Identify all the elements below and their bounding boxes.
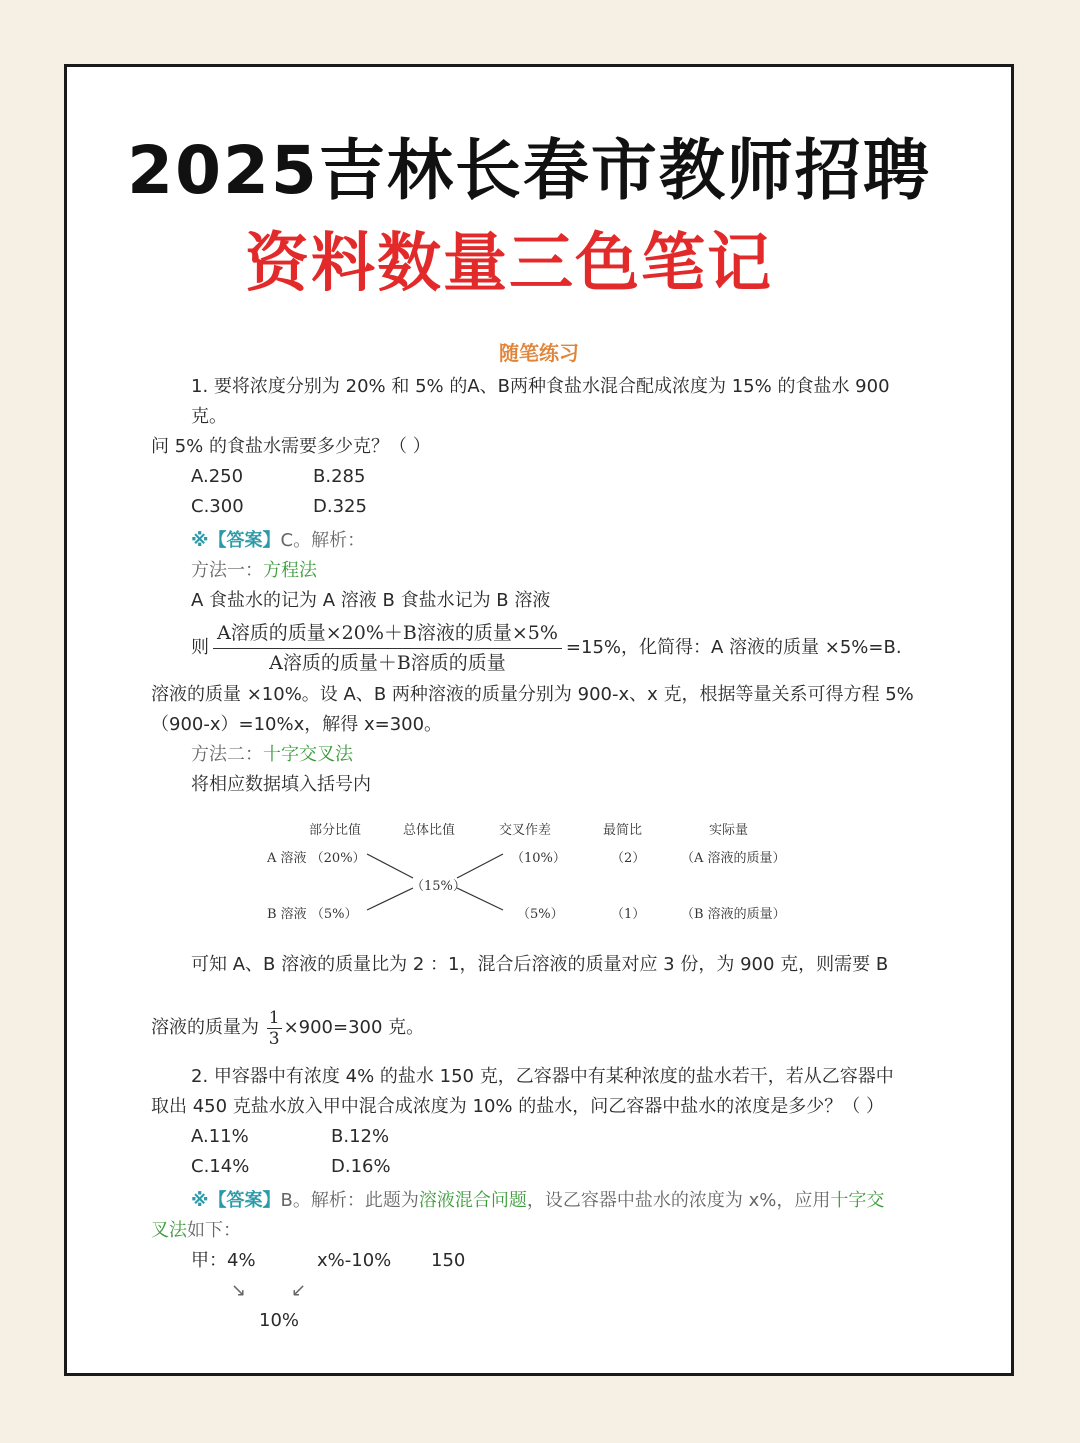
conclusion-suffix: ×900=300 克。 xyxy=(283,1017,425,1038)
diagram-b-actual: （B 溶液的质量） xyxy=(681,907,786,922)
diagram-center: （15%） xyxy=(411,879,466,894)
cross-diagram xyxy=(151,806,921,946)
diagram-header-total: 总体比值 xyxy=(403,823,456,838)
q2-answer-highlight1: 溶液混合问题 xyxy=(418,1190,527,1211)
q1-conclusion-line1: 可知 A、B 溶液的质量比为 2 ：1，混合后溶液的质量对应 3 份，为 900 克，则需要 B xyxy=(191,954,889,975)
q2-answer-text1: B。解析：此题为 xyxy=(280,1190,419,1211)
diagram-a-actual: （A 溶液的质量） xyxy=(681,851,786,866)
q2-answer-line2 xyxy=(151,1216,921,1246)
diagram-line-b-in xyxy=(367,888,413,910)
q1-options-row1 xyxy=(151,462,921,492)
q2-cross-row1 xyxy=(151,1246,921,1276)
method2-name: 十字交叉法 xyxy=(263,744,353,765)
q1-method2 xyxy=(151,740,921,770)
q2-row1-c: 150 xyxy=(431,1250,466,1271)
page-subtitle: 资料数量三色笔记 xyxy=(245,227,773,301)
q1-option-a: A.250 xyxy=(191,466,244,487)
q1-method1 xyxy=(151,556,921,586)
q1-options-row2 xyxy=(151,492,921,522)
q2-stem-line1: 2. 甲容器中有浓度 4% 的盐水 150 克，乙容器中有某种浓度的盐水若干，若从乙容器中 xyxy=(191,1066,894,1087)
q1-method1-desc: A 食盐水的记为 A 溶液 B 食盐水记为 B 溶液 xyxy=(191,590,551,611)
q2-center-value: 10% xyxy=(259,1310,300,1331)
fraction-numerator: 1 xyxy=(268,1007,280,1028)
conclusion-prefix: 溶液的质量为 xyxy=(151,1017,259,1038)
q1-method2-desc: 将相应数据填入括号内 xyxy=(191,774,371,795)
diagram-line-b-out xyxy=(457,888,503,910)
diagram-b-ratio: （1） xyxy=(611,907,646,922)
q1-option-d: D.325 xyxy=(313,496,367,517)
diagram-line-a-in xyxy=(367,854,413,878)
q2-answer-highlight3: 叉法 xyxy=(151,1220,187,1241)
q2-option-d: D.16% xyxy=(331,1156,391,1177)
section-title: 随笔练习 xyxy=(499,341,579,365)
conclusion-fraction xyxy=(267,1008,282,1049)
diagram-line-a-out xyxy=(457,854,503,878)
q1-option-b: B.285 xyxy=(313,466,366,487)
q2-row1-b: x%-10% xyxy=(317,1250,392,1271)
q2-answer-line1 xyxy=(151,1186,921,1216)
q1-stem-line2: 问 5% 的食盐水需要多少克？（ ） xyxy=(151,436,431,457)
q2-answer-text2: ，设乙容器中盐水的浓度为 x%，应用 xyxy=(526,1190,831,1211)
q1-formula xyxy=(151,616,921,680)
q2-answer-text3: 如下： xyxy=(187,1220,241,1241)
diagram-b-diff: （5%） xyxy=(517,907,564,922)
diagram-header-diff: 交叉作差 xyxy=(499,823,552,838)
q1-answer-mark: ※【答案】 xyxy=(191,530,281,551)
diagram-header-actual: 实际量 xyxy=(709,823,749,838)
paper-sheet xyxy=(64,64,1014,1376)
q1-option-c: C.300 xyxy=(191,496,244,517)
diagram-a-diff: （10%） xyxy=(511,851,566,866)
formula-numerator: A溶质的质量×20%＋B溶液的质量×5% xyxy=(213,620,562,649)
method1-name: 方程法 xyxy=(263,560,317,581)
fraction-denominator: 3 xyxy=(268,1028,280,1049)
q1-stem-line1: 1. 要将浓度分别为 20% 和 5% 的A、B两种食盐水混合配成浓度为 15% 的食盐水 900 克。 xyxy=(191,376,890,427)
formula-suffix: =15%，化简得：A 溶液的质量 ×5%=B. xyxy=(565,637,902,658)
q2-row1-a: 甲：4% xyxy=(191,1250,256,1271)
diagram-a-label: A 溶液 （20%） xyxy=(267,851,366,866)
q1-answer-text: C。解析： xyxy=(280,530,366,551)
method1-prefix: 方法一： xyxy=(191,560,263,581)
q2-options-row2 xyxy=(151,1152,921,1182)
q2-stem-line2: 取出 450 克盐水放入甲中混合成浓度为 10% 的盐水，问乙容器中盐水的浓度是多少？（ ） xyxy=(151,1096,884,1117)
q2-option-a: A.11% xyxy=(191,1126,249,1147)
diagram-lines xyxy=(151,806,921,946)
q1-conclusion-line2 xyxy=(151,1004,921,1052)
content xyxy=(151,372,921,1336)
formula-fraction xyxy=(213,620,562,677)
q2-cross-arrows xyxy=(151,1276,921,1306)
arrow-down-left-icon: ↙ xyxy=(291,1280,307,1301)
diagram-header-partial: 部分比值 xyxy=(309,823,362,838)
q2-answer-mark: ※【答案】 xyxy=(191,1190,281,1211)
q1-answer xyxy=(151,526,921,556)
q2-options-row1 xyxy=(151,1122,921,1152)
arrow-down-right-icon: ↘ xyxy=(231,1280,247,1301)
page-title: 2025吉林长春市教师招聘 xyxy=(127,132,931,209)
q2-option-c: C.14% xyxy=(191,1156,250,1177)
q1-line-b: （900-x）=10%x，解得 x=300。 xyxy=(151,714,443,735)
q2-cross-center xyxy=(151,1306,921,1336)
method2-prefix: 方法二： xyxy=(191,744,263,765)
formula-denominator: A溶质的质量＋B溶质的质量 xyxy=(269,651,506,674)
diagram-a-ratio: （2） xyxy=(611,851,646,866)
q2-option-b: B.12% xyxy=(331,1126,390,1147)
q1-line-a: 溶液的质量 ×10%。设 A、B 两种溶液的质量分别为 900-x、x 克，根据等量关系可得方程 5% xyxy=(151,684,914,705)
q2-answer-highlight2: 十字交 xyxy=(830,1190,885,1211)
diagram-header-ratio: 最简比 xyxy=(603,823,643,838)
formula-prefix: 则 xyxy=(191,637,209,658)
diagram-b-label: B 溶液 （5%） xyxy=(267,907,358,922)
